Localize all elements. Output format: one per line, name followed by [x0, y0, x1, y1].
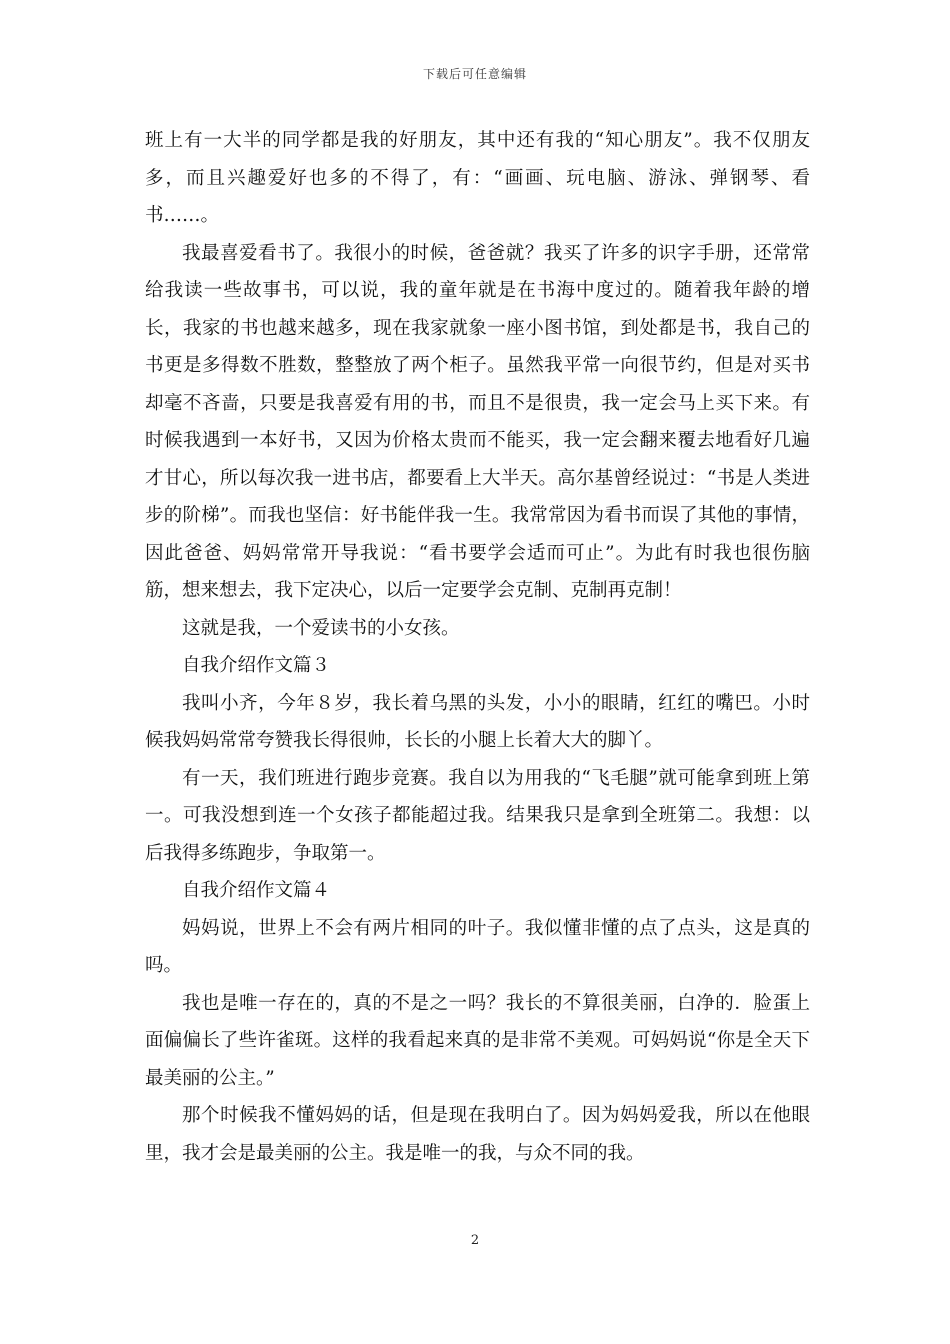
page-header: 下载后可任意编辑: [422, 67, 527, 81]
section-heading-4: 自我介绍作文篇４: [182, 880, 331, 901]
paragraph-6: 妈妈说，世界上不会有两片相同的叶子。我似懂非懂的点了点头，这是真的吗。: [145, 917, 810, 976]
paragraph-5: 有一天，我们班进行跑步竞赛。我自以为用我的“飞毛腿”就可能拿到班上第一。可我没想到连一个女孩子都能超过我。结果我只是拿到全班第二。我想：以后我得多练跑步，争取第一。: [145, 767, 810, 864]
page-number: 2: [470, 1233, 480, 1248]
paragraph-7: 我也是唯一存在的，真的不是之一吗？我长的不算很美丽，白净的．脸蛋上面偏偏长了些许雀斑。这样的我看起来真的是非常不美观。可妈妈说“你是全天下最美丽的公主。”: [145, 992, 810, 1089]
section-heading-3: 自我介绍作文篇３: [182, 655, 331, 676]
document-body: [145, 122, 810, 1172]
paragraph-2: 我最喜爱看书了。我很小的时候，爸爸就？我买了许多的识字手册，还常常给我读一些故事书，可以说，我的童年就是在书海中度过的。随着我年龄的增长，我家的书也越来越多，现在我家就象一座小图书馆，到处都是书，我自己的书更是多得数不胜数，整整放了两个柜子。虽然我平常一向很节约，但是对买书却毫不吝啬，只要是我喜爱有用的书，而且不是很贵，我一定会马上买下来。有时候我遇到一本好书，又因为价格太贵而不能买，我一定会翻来覆去地看好几遍才甘心，所以每次我一进书店，都要看上大半天。高尔基曾经说过：“书是人类进步的阶梯”。而我也坚信：好书能伴我一生。我常常因为看书而误了其他的事情，因此爸爸、妈妈常常开导我说：“看书要学会适而可止”。为此有时我也很伤脑筋，想来想去，我下定决心，以后一定要学会克制、克制再克制！: [145, 242, 810, 601]
paragraph-1: 班上有一大半的同学都是我的好朋友，其中还有我的“知心朋友”。我不仅朋友多，而且兴趣爱好也多的不得了，有：“画画、玩电脑、游泳、弹钢琴、看书……。: [145, 130, 810, 226]
paragraph-8: 那个时候我不懂妈妈的话，但是现在我明白了。因为妈妈爱我，所以在他眼里，我才会是最美丽的公主。我是唯一的我，与众不同的我。: [145, 1105, 810, 1164]
paragraph-4: 我叫小齐，今年８岁，我长着乌黑的头发，小小的眼睛，红红的嘴巴。小时候我妈妈常常夸赞我长得很帅，长长的小腿上长着大大的脚丫。: [145, 692, 810, 751]
paragraph-3: 这就是我，一个爱读书的小女孩。: [182, 617, 460, 639]
